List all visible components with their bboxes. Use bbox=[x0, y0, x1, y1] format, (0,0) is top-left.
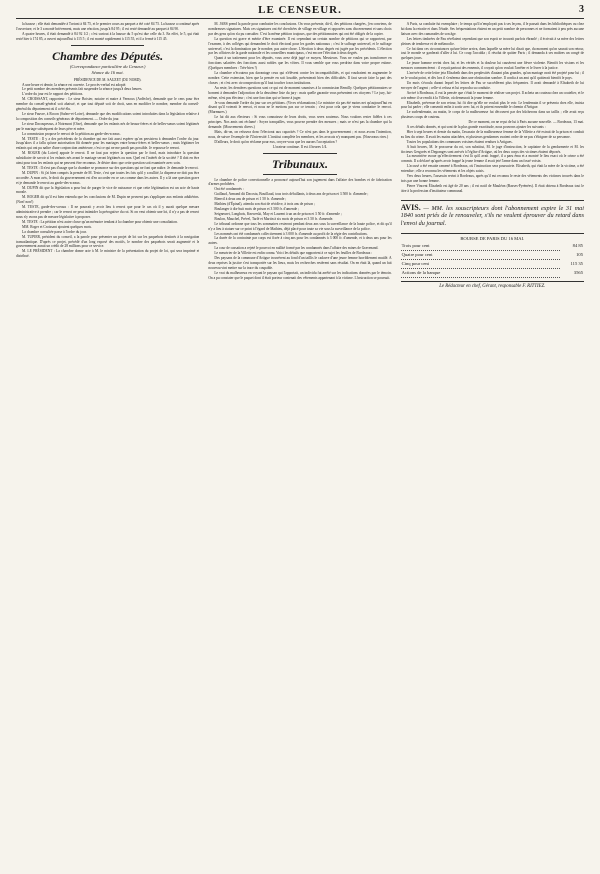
paragraph: M. DUPIN : Si j'ai bien compris la pensée de M. Teste, c'est que toutes les fois qu'il y a nullité, la dispense ne doit pas être accordée. A mon avis, le droit du gouvernement est d'en accorder en ce cas comme dans les autres. Il y a là une question grave et je demande le renvoi au garde-des-sceaux. bbox=[16, 170, 200, 185]
paragraph: Le chambre de police correctionnelle a prononcé aujourd'hui son jugement dans l'affaire des bombes et de fabrication d'armes prohibées. bbox=[208, 177, 392, 187]
bourse-rates bbox=[401, 242, 584, 278]
paragraph: Toutes les populations des communes voisines étaient rendues à Artigues. bbox=[406, 139, 513, 144]
bourse-value: 115 35 bbox=[570, 260, 583, 266]
paragraph: La chambre consultée passe à l'ordre du jour. bbox=[22, 229, 87, 234]
table-row bbox=[401, 242, 584, 251]
paragraph: Hier à sept heures et demie du matin, l'assassin de la malheureuse femme de la Villette a été extrait de la prison et conduit au lieu du crime. Il avait les mains attachées, et plusieurs gendarmes avaient ordre de ne pas s'éloigner de sa personne. bbox=[400, 129, 584, 139]
bourse-title: BOURSE DE PARIS DU 16 MAI. bbox=[460, 235, 525, 241]
notice-lead: AVIS. bbox=[400, 202, 421, 212]
bourse-label: Trois pour cent bbox=[401, 242, 560, 251]
paragraph: Le lui dit aux électeurs : Si vous connaissez de leurs droits, vous serez soutenus. Nous voulons rester fidèles à ces principes. Nos amis ont réclamé : Soyez tranquilles, vous pouvez prendre des mesures ; mais ce n'est pas la chambre qui la demande. (Mouvements divers.) bbox=[208, 115, 392, 130]
paragraph: La commission propose le renvoi de la pétition au garde-des-sceaux. bbox=[22, 131, 121, 136]
columns bbox=[16, 22, 584, 870]
paragraph: MM. Roger et Croissant ajoutent quelques mots. bbox=[22, 224, 92, 229]
column-2 bbox=[208, 22, 391, 870]
page-header bbox=[16, 4, 584, 19]
table-row bbox=[401, 250, 584, 259]
column-1 bbox=[16, 22, 199, 870]
bourse-value: 84 85 bbox=[572, 242, 583, 248]
paragraph: M. DUPIN dit que la législation a pour but de purger le vice de naissance et que cette légitimation est un acte de haute morale. bbox=[16, 185, 200, 195]
notice-text: — MM. les souscripteurs dont l'abonnement expire le 31 mai 1840 sont priés de le renouveler, s'ils ne veulent éprouver du retard dans l'envoi du journal. bbox=[400, 204, 584, 227]
paragraph: M. TESTE, garde-des-sceaux : Il ne pourrait y avoir lieu à renvoi que pour le cas où il y aurait quelque mesure administrative à prendre ; car le renvoi ne peut intimider la prérogative du roi. Si on veut obtenir une loi, il n'y a pas de renvoi nous n'y avons pas de mesure législative à proposer. bbox=[16, 205, 200, 219]
paragraph: M. TESTE : Il n'est pas d'usage que la chambre se prononce sur des questions qui ne font que naître. Je demande le renvoi. bbox=[22, 165, 199, 170]
bourse-value: 105 bbox=[576, 251, 583, 257]
paragraph: Le jeune homme revint chez lui, et les vérités et la douleur lui causèrent une fièvre violente. Bientôt les visions et les menaces commencèrent : il voyait partout des ennemis, il croyait qu'on voulait l'arrêter et le livrer à la justice. bbox=[400, 61, 584, 71]
paragraph: De ce moment, on ne reçut de lui à Paris aucune nouvelle. — Bordeaux, 13 mai. bbox=[468, 120, 584, 125]
paragraph: A ces détails donnés, et qui sont de la plus grande exactitude, nous pouvons ajouter les suivants : bbox=[406, 125, 546, 130]
table-row bbox=[401, 259, 584, 268]
paragraph: La meurtrière avoue qu'effectivement c'est là qu'il avait frappé, il a paru ému et a montré le lieu exact où le crime a été commis. Il a déclaré qu'après avoir frappé la jeune femme il avait jeté l'arme dans un fossé voisin. bbox=[400, 154, 584, 164]
paragraph: L'accusé a été ensuite ramené à Bordeaux, où l'instruction sera poursuivie. Elisabeth, qui était la mère de la victime, a été entendue ; elle a reconnu les vêtements et les objets saisis. bbox=[400, 164, 584, 174]
paragraph: D'ailleurs, le droit qu'on réclame pour eux, croyez-vous que les aurons l'acceptation ? bbox=[214, 139, 338, 144]
paragraph: Ont été condamnés : bbox=[214, 187, 244, 192]
section-divider bbox=[71, 45, 144, 46]
bourse-label: Actions de la banque bbox=[401, 268, 560, 277]
section-divider bbox=[263, 153, 336, 154]
section-subtitle: (Correspondance particulière du Censeur.) bbox=[69, 63, 146, 69]
paragraph: Mais, dit-on, on refusera donc l'électorat aux capacités ? Ce n'est pas dans le gouvernement ; et nous avons l'intention, nous, de suivre l'exemple de l'Université. L'institut complète les membres, et les avocats n'y manquent pas. (Nouveaux rires.) bbox=[208, 129, 392, 139]
paragraph: Boulanger à dix-huit mois de prison et 3 500 fr. d'amende ; bbox=[214, 207, 300, 211]
paragraph: M. CROISSANT, rapporteur : Le sieur Boisier, notaire et maire à Vernoux (Ardèche), demande que le cens pour être membre du conseil-général soit abaissé, et que tout député soit de droit, sans en modifier le nombre, membre du conseil-général du département où il a été élu. bbox=[16, 97, 200, 112]
paragraph: Bienvil à deux ans de prison et 1 50 fr. d'amende ; bbox=[214, 197, 287, 202]
paragraph: Elisabeth, prévenue de son retour, lui fit dire qu'elle ne voulait plus le voir. Le lendemain il se présenta chez elle, insista pour lui parler ; elle consentit enfin à sortir avec lui, et ils prirent ensemble le chemin d'Artigue. bbox=[400, 100, 584, 110]
paragraph: Le petit nombre des membres présents fait suspendre la séance jusqu'à deux heures. bbox=[22, 87, 143, 92]
paragraph: M. LE PRÉSIDENT : La chambre donne acte à M. le ministre de la présentation du projet de loi, qui sera imprimé et distribué. bbox=[16, 249, 200, 259]
paragraph: Le tribunal ordonne que tous les sommaires resteront pendant deux ans sous la surveillance de la haute police, et dit qu'il n'y a lieu à statuer sur ce point à l'égard de Mathieu, déjà placé pour toute sa vie sous la surveillance de la police. bbox=[208, 221, 392, 231]
paragraph: La cour de cassation a rejeté le pourvoi en nullité formé par les condamnés dans l'affaire des mines de Gravenand. bbox=[214, 246, 379, 251]
bourse-label: Quatre pour cent bbox=[401, 250, 560, 259]
bourse-value: 3565 bbox=[573, 269, 583, 275]
column-3 bbox=[401, 22, 584, 870]
section-title-chambre: Chambre des Députés. bbox=[52, 48, 164, 63]
paragraph: M. TUPIER, président du conseil, a la parole pour présenter un projet de loi sur les paquebots destinés à la navigation transatlantique. D'après ce projet, précédé d'un long exposé des motifs, le nombre des paquebots serait augmenté et le gouvernement aurait un crédit de 28 millions pour ce service. bbox=[16, 234, 200, 249]
paragraph: PRÉSIDENCE DE M. SAUZET (DU NORD). bbox=[73, 77, 142, 82]
paragraph: Quant à un traitement pour les députés, vous avez déjà jugé ce moyen, Messieurs. Vous ne voulez pas transformer en fonctions salariées des fonctions aussi nobles que les vôtres. Il vous semble que vous perdriez dans votre propre estime. (Quelques membres : Très-bien !) bbox=[208, 56, 392, 71]
paragraph: A une heure et demie, la séance est ouverte. Le procès-verbal est adopté. bbox=[22, 82, 127, 87]
paragraph: La chambre n'écoutera pas davantage ceux qui n'élèvent contre les incompatibilités, et qui voudraient en augmenter le nombre. Cette extension, bien que la pensée en soit louable, présenterait bien des difficultés. Il faut savoir faire la part des choses ; et c'est avec circonspection qu'il faut toucher à nos institutions. bbox=[208, 71, 392, 85]
paragraph: M. TESTE : La pétition n'est autre chose qu'un mémoire tendant à la chambre pour obtenir une consultation. bbox=[22, 219, 178, 224]
paragraph: Seigneuret, Longbois, Kneweski, May et Laurent à un an de prison et 3 50 fr. d'amende ; bbox=[214, 211, 342, 216]
paragraph: M. ROGER (du Loiret) appuie le renvoi. Il ne faut pas rejeter la question par le fond, mais introduire la question subsidiaire de savoir si les enfants nés avant le mariage seront légitimés ou non. Quel est l'intérêt de la société ? Il doit en être ainsi pour tous les enfants qui ne peuvent être reconnus. Je désire donc que cette question soit examinée avec soin. bbox=[16, 151, 200, 166]
paragraph: L'ordre du jour est le rapport des pétitions. bbox=[22, 92, 84, 97]
section-date: Séance du 16 mai. bbox=[91, 69, 124, 75]
paragraph: L'orateur continue. Il est 4 heures 1/4. bbox=[272, 144, 328, 149]
paragraph: Des paysans de la commune d'Artigue trouvèrent au fond d'un taillis le cadavre d'une jeune femme horriblement mutilé. A deux reprises la justice s'est transportée sur les lieux, mais les recherches restèrent sans résultat. On en était là, quand un fait nouveau vint mettre sur la trace du coupable. bbox=[208, 256, 392, 270]
section-title-tribunaux: Tribunaux. bbox=[272, 156, 328, 171]
paragraph: Le meurtrier de la Villette est enfin connu. Voici les détails que rapportent à ce sujet les feuilles de Bordeaux : bbox=[214, 251, 373, 256]
paragraph: M. TESTE : Il y a des précédents de la chambre qui me fait aussi espérer qu'on persistera à demander l'ordre du jour. Jusqu'alors il a fallu qu'une autorisation fût donnée pour les mariages entre beaux-frères et belles-sœurs ; mais légitimer les enfants qui ont pu naître d'une conjonction antérieure, c'est ce qui ne me paraît pas possible. Je repousse le renvoi. bbox=[16, 136, 200, 151]
paragraph: Arrivé à Bordeaux, il eut la pensée que c'était le moment de réaliser son projet. Il acheta un couteau chez un coutelier, et le soir même il se rendit à la Villette, où demeurait la jeune femme. bbox=[400, 90, 584, 100]
paragraph: L'arrivée de cette lettre jeta Elisabeth dans des perplexités d'autant plus grandes, qu'un mariage avait été projeté pour lui ; il ne le voulut point, et dès lors il s'enferma dans une obstination sombre. Il confia à un ami qu'il quitterait bientôt le pays. bbox=[400, 71, 584, 80]
paragraph: Le sieur Fauvre, à Rocon (Saône-et-Loire), demande que des modifications soient introduites dans la législation relative à la composition des conseils-généraux de département. — Ordre du jour. bbox=[16, 111, 200, 121]
paragraph: Je vous demande l'ordre du jour sur ces pétitions. (Vives réclamations.) Le ministre n'a pas été moins net qu'aujourd'hui en disant qu'il voterait le renvoi, et nous ne le mettons pas sur ce terrain ; c'est pour cela que je viens combattre le renvoi. (Murmures.) bbox=[208, 100, 392, 115]
paragraph: Ce fut dans ces circonstances qu'une lettre arriva, dans laquelle sa mère lui disait que, du moment qu'on saurait son retour, tout le monde se garderait d'aller à lui. Ce coup l'accabla ; il résolut de quitter Paris ; il demanda à ses maîtres un congé de quelques jours. bbox=[400, 46, 584, 61]
table-row bbox=[401, 268, 584, 277]
subscription-notice bbox=[401, 200, 584, 228]
paragraph: M. JARS prend la parole pour combattre les conclusions. On vous présente, dit-il, des pétitions chargées, j'en conviens, de nombreuses signatures. Mais ces signatures ont été cherchées de village en village et opposées sans discernement et sans choix par des gens qu'on n'a pu consulter. C'est la même pétition toujours, que des pétitionnaires qui ont été obligés de la copier. bbox=[208, 22, 392, 36]
paragraph: A huit heures, M. le procureur du roi, son substitut, M. le juge d'instruction, le capitaine de la gendarmerie et M. les docteurs Gergorès et Degranges sont arrivés à l'église d'Artigue, où les deux corps des victimes étaient déposés. bbox=[400, 144, 584, 154]
paragraph: La question est grave et mérite d'être examinée. Il est cependant un certain nombre de pétitions qui se rapportent, par l'examen, à des colléges qui demandent le droit électoral pour les gardes nationaux ; c'est le suffrage universel, et le suffrage universel, c'est la domination par le nombre, pas autre chose. L'élection à deux degrés est jugée par les précédents. L'élection par les officiers de la garde nationale et les conseillers municipaux, c'est encore l'élection à deux degrés. bbox=[208, 36, 392, 56]
bourse-label: Cinq pour cent bbox=[401, 259, 560, 268]
paragraph: Au reste, les dernières questions sont ce qui est de moment soumises à la commission Remilly. Quelques pétitionnaires se bornent à demander l'adjonction de la deuxième liste du jury : mais quelle garantie vous présentent ces citoyens ? Le jury, lui-même, n'est pas électeur ; c'est une fonction qui se borne à juger. bbox=[208, 85, 392, 100]
masthead-title: LE CENSEUR. bbox=[258, 4, 342, 16]
paragraph: Guillaud, Armand dit Dacosta, Bouillaud, tous trois défaillants, à deux ans de prison et 3 500 fr. d'amende ; bbox=[214, 192, 369, 197]
paragraph: La durée de la contrainte par corps est fixée à cinq ans pour les condamnés à 3 000 fr. d'amende, et à deux ans pour les autres. bbox=[208, 236, 392, 246]
editor-signature: Le Rédacteur en chef, Gérant, responsable F. RITTIEZ. bbox=[401, 281, 584, 290]
paragraph: Un mois s'écoula durant lequel les lettres de Pau se succédèrent plus fréquentes. Il avait demandé à Elisabeth de lui envoyer de l'argent ; celle-ci refusa et lui reprocha sa conduite. bbox=[400, 80, 584, 90]
paragraph: M. ROGER dit qu'il est bien entendu que les conclusions de M. Dupin ne peuvent pas s'appliquer aux enfants adultérins. (Non! non!) bbox=[16, 195, 200, 205]
paragraph: Le sieur Dacoupessus, à Noirmont (Oise), demande que les enfants nés de beaux-frères et de belles-sœurs soient légitimés par le mariage subséquent de leurs père et mère. bbox=[16, 121, 200, 131]
page-number: 3 bbox=[579, 4, 584, 15]
paragraph: Le surlendemain, au matin, le corps de la malheureuse fut découvert par des bûcherons dans un taillis ; elle avait reçu plusieurs coups de couteau. bbox=[400, 110, 584, 120]
stock-exchange-table bbox=[401, 233, 584, 278]
paragraph: A quatre heures, il était demandé à 84 92 1/2 ; c'est surtout à la hausse du 5 qu'est due celle du 3. En effet, le 5, qui était resté hier à 174 85, a ouvert aujourd'hui à 115 5 ; il est monté rapidement à 115 55, et il a fermé à 115 45. bbox=[16, 31, 200, 41]
paragraph: Pierre Vincent Élisabeth est âgé de 20 ans ; il est natif de Mauléon (Basses-Pyrénées). Il était obtenu à Bordeaux tout le titre à la profession d'instituteur communal. bbox=[400, 183, 584, 193]
paragraph: Boulon, Mauchel, Prével, Tarlé et Martin à six mois de prison et 3 50 fr. d'amende. bbox=[214, 216, 334, 221]
paragraph: la hausse ; elle était demandée à Tortoni à 84 75, et le premier cours au parquet a été coté 84 75. La hausse a continué après l'ouverture, et le 3 a monté brièvement, mais une réaction, jusqu'à 84 95 ; il est resté demandé au parquet à 84 90. bbox=[16, 22, 200, 31]
paragraph: Le vrai du malheureux en voyant le paysan qui l'apportait, un individu fut arrêté sur les indications données par le témoin. On a pu constater que le paquet dont il était porteur contenait des vêtements appartenant à la victime. L'instruction se poursuit. bbox=[208, 270, 392, 280]
paragraph: Les lettres timbrées de Pau révélaient cependant que son esprit se trouvait parfois ébranlé ; il écrivait à sa mère des lettres pleines de tendresse et de mélancolie. bbox=[400, 36, 584, 46]
paragraph: A Paris, sa conduite fut exemplaire ; le temps qu'il n'employait pas à ses leçons, il le passait dans les bibliothèques ou chez lui dans la retraite et dans l'étude. Ses fréquentations étaient en un petit nombre de personnes et ne formaient à peu près aucune liaison avec des camarades de son âge. bbox=[400, 22, 584, 36]
paragraph: Les nommés ont été condamnés collectivement à 3 000 fr. d'amende au profit de la régie des contributions. bbox=[214, 231, 368, 236]
paragraph: Vers deux heures, l'assassin revint à Bordeaux, après qu'il eut reconnu le reste des vêtements des victimes trouvés dans le bois par une bonne femme. bbox=[400, 174, 584, 183]
paragraph: Mathieu (d'Épinal), attendu son état de récidive, à trois ans de prison ; bbox=[214, 202, 315, 207]
section-divider bbox=[263, 174, 336, 175]
